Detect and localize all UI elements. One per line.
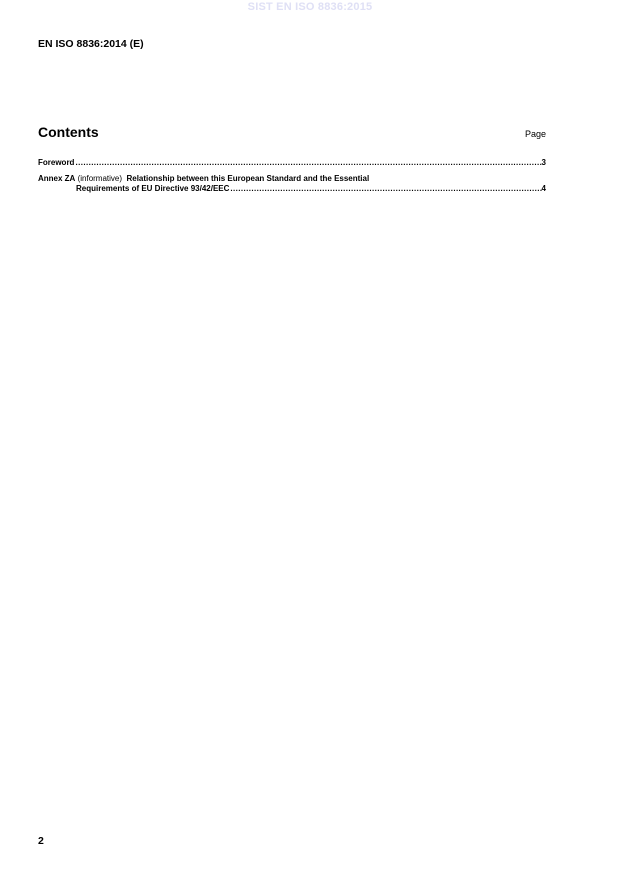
toc-annex-qualifier: (informative) (77, 174, 123, 183)
page-number: 2 (38, 835, 44, 847)
toc-entry-title: Foreword (38, 158, 75, 167)
toc-annex-prefix: Annex ZA (38, 174, 76, 183)
toc-dot-leader (230, 184, 541, 194)
toc-dot-leader (75, 158, 541, 168)
document-id-header: EN ISO 8836:2014 (E) (38, 38, 144, 50)
toc-annex-title-line2: Requirements of EU Directive 93/42/EEC (76, 184, 230, 193)
toc-entry-page: 3 (541, 158, 546, 167)
contents-title: Contents (38, 124, 99, 140)
toc-entry-annex-za[interactable] (38, 174, 546, 194)
toc-entry-second-line (38, 184, 546, 194)
toc-entry-foreword[interactable] (38, 158, 546, 168)
table-of-contents (38, 158, 546, 200)
page-column-label: Page (524, 129, 546, 139)
watermark: SIST EN ISO 8836:2015 (247, 1, 373, 13)
toc-entry-page: 4 (541, 184, 546, 193)
toc-annex-title-line1: Relationship between this European Standard and the Essential (126, 174, 370, 183)
toc-entry-first-line (38, 174, 546, 184)
